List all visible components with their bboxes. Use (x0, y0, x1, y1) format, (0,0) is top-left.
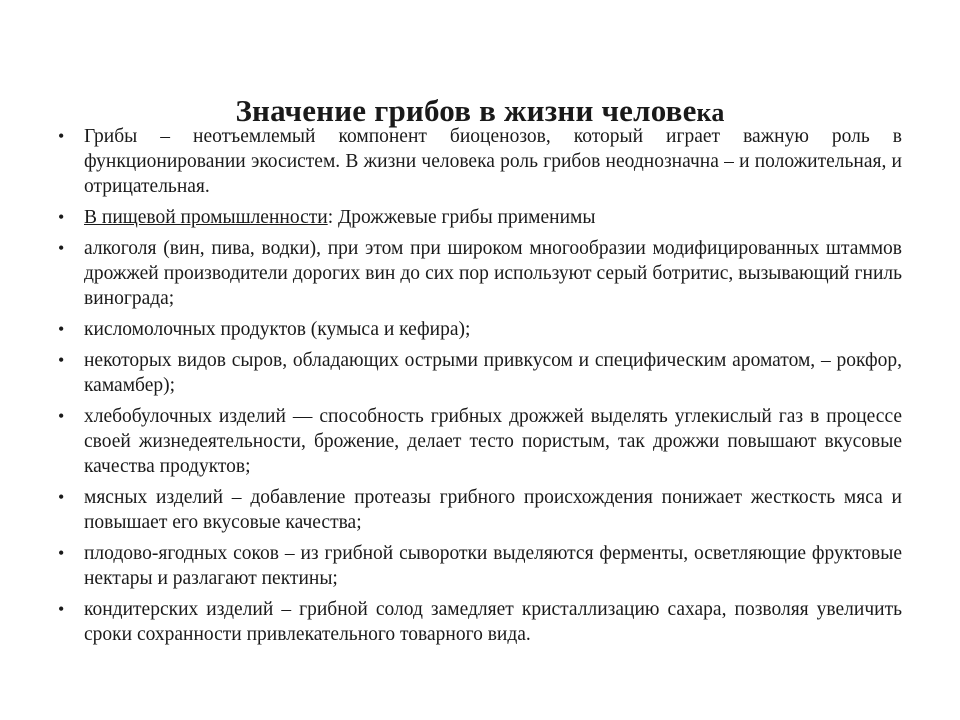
list-item (58, 348, 902, 398)
list-item (58, 404, 902, 479)
list-item-text: хлебобулочных изделий — способность грибных дрожжей выделять углекислый газ в процессе своей жизнедеятельности, брожение, делает тесто пористым, так дрожжи повышают вкусовые качества продуктов; (84, 406, 902, 477)
list-item-text: алкоголя (вин, пива, водки), при этом при широком многообразии модифицированных штаммов дрожжей производители дорогих вин до сих пор используют серый ботритис, вызывающий гниль винограда; (84, 238, 902, 309)
list-item (58, 124, 902, 199)
list-item (58, 236, 902, 311)
bullet-dot-icon: • (58, 319, 65, 339)
bullet-dot-icon: • (58, 543, 65, 563)
list-item (58, 317, 902, 342)
bullet-dot-icon: • (58, 406, 65, 426)
bullet-dot-icon: • (58, 350, 65, 370)
bullet-dot-icon: • (58, 238, 65, 258)
list-item (58, 541, 902, 591)
bullet-dot-icon: • (58, 487, 65, 507)
list-item-underlined-text: В пищевой промышленности (84, 207, 328, 228)
list-item-text: Грибы – неотъемлемый компонент биоценозов, который играет важную роль в функционировании экосистем. В жизни человека роль грибов неоднозначна – и положительная, и отрицательная. (84, 126, 902, 197)
bullet-list (58, 124, 902, 653)
list-item (58, 205, 902, 230)
list-item-text: : Дрожжевые грибы применимы (327, 207, 596, 228)
list-item-text: плодово-ягодных соков – из грибной сыворотки выделяются ферменты, осветляющие фруктовые нектары и разлагают пектины; (84, 543, 902, 589)
title-main: Значение грибов в жизни челове (235, 92, 697, 128)
bullet-dot-icon: • (58, 207, 65, 227)
bullet-dot-icon: • (58, 126, 65, 146)
list-item-text: мясных изделий – добавление протеазы грибного происхождения понижает жесткость мяса и повышает его вкусовые качества; (84, 487, 902, 533)
title-tail: ка (696, 97, 725, 127)
list-item (58, 485, 902, 535)
list-item-text: кондитерских изделий – грибной солод замедляет кристаллизацию сахара, позволяя увеличить сроки сохранности привлекательного товарного вида. (84, 599, 902, 645)
bullet-dot-icon: • (58, 599, 65, 619)
list-item-text: кисломолочных продуктов (кумыса и кефира); (84, 319, 471, 340)
list-item (58, 597, 902, 647)
list-item-text: некоторых видов сыров, обладающих острыми привкусом и специфическим ароматом, – рокфор, камамбер); (84, 350, 902, 396)
